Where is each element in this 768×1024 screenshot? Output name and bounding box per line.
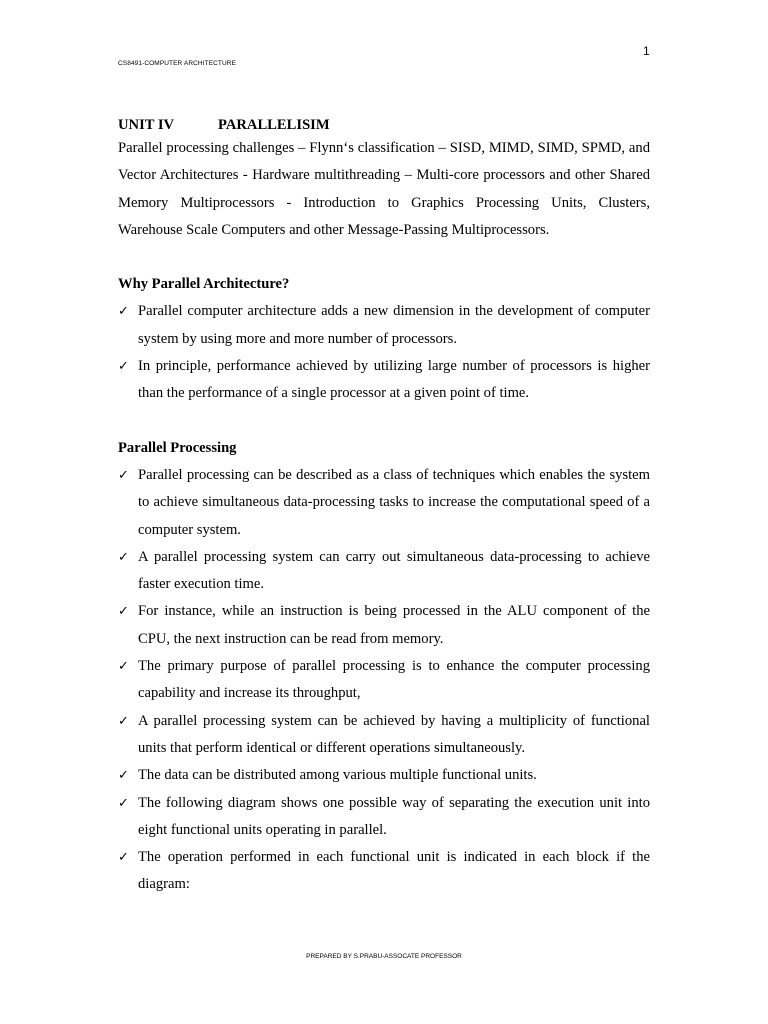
section-heading-parallel-processing: Parallel Processing <box>118 439 237 456</box>
list-item: ✓ Parallel computer architecture adds a new dimension in the development of computer system by using more and more number of processors. <box>118 298 650 353</box>
unit-syllabus-paragraph: Parallel processing challenges – Flynn‘s classification – SISD, MIMD, SIMD, SPMD, and Vector Architectures - Hardware multithreading – Multi-core processors and other Shared Memory Multiprocessors - Introduction to Graphics Processing Units, Clusters, Warehouse Scale Computers and other Message-Passing Multiprocessors. <box>118 140 650 238</box>
list-item: ✓ A parallel processing system can carry out simultaneous data-processing to achieve faster execution time. <box>118 544 650 599</box>
list-item: ✓ The operation performed in each functional unit is indicated in each block if the diagram: <box>118 844 650 899</box>
checkmark-icon: ✓ <box>118 713 129 729</box>
list-item: ✓ For instance, while an instruction is being processed in the ALU component of the CPU, the next instruction can be read from memory. <box>118 598 650 653</box>
checkmark-icon: ✓ <box>118 549 129 565</box>
checkmark-icon: ✓ <box>118 850 129 866</box>
checkmark-icon: ✓ <box>118 359 129 375</box>
parallel-processing-list <box>118 462 650 899</box>
list-item: ✓ Parallel processing can be described as a class of techniques which enables the system to achieve simultaneous data-processing tasks to increase the computational speed of a computer system. <box>118 462 650 544</box>
list-item: ✓ A parallel processing system can be achieved by having a multiplicity of functional units that perform identical or different operations simultaneously. <box>118 708 650 763</box>
page-number: 1 <box>643 44 650 58</box>
unit-heading <box>118 115 650 135</box>
unit-label: UNIT IV <box>118 117 175 133</box>
checkmark-icon: ✓ <box>118 604 129 620</box>
document-body <box>118 115 650 899</box>
checkmark-icon: ✓ <box>118 795 129 811</box>
list-item: ✓ The following diagram shows one possible way of separating the execution unit into eight functional units operating in parallel. <box>118 790 650 845</box>
section-heading-why-parallel: Why Parallel Architecture? <box>118 276 290 293</box>
why-parallel-list <box>118 298 650 407</box>
checkmark-icon: ✓ <box>118 304 129 320</box>
page-footer: PREPARED BY S.PRABU-ASSOCATE PROFESSOR <box>306 953 462 960</box>
list-item: ✓ In principle, performance achieved by utilizing large number of processors is higher than the performance of a single processor at a given point of time. <box>118 353 650 408</box>
running-header: CS8491-COMPUTER ARCHITECTURE <box>118 60 237 67</box>
list-item: ✓ The data can be distributed among various multiple functional units. <box>118 762 650 789</box>
checkmark-icon: ✓ <box>118 768 129 784</box>
unit-title: PARALLELISIM <box>218 117 330 133</box>
checkmark-icon: ✓ <box>118 467 129 483</box>
checkmark-icon: ✓ <box>118 659 129 675</box>
list-item: ✓ The primary purpose of parallel processing is to enhance the computer processing capability and increase its throughput, <box>118 653 650 708</box>
